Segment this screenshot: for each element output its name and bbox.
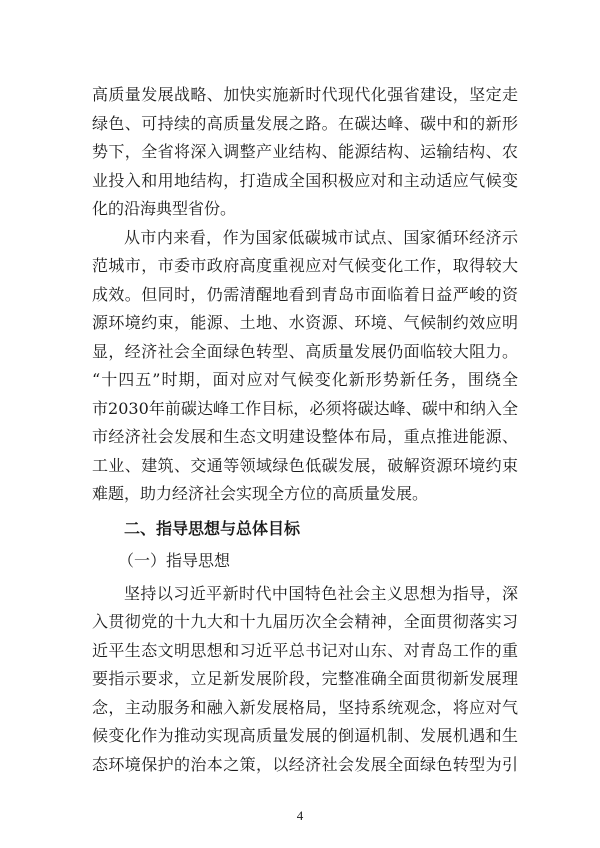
document-body <box>92 81 518 779</box>
text-line: 势下，全省将深入调整产业结构、能源结构、运输结构、农 <box>92 142 518 161</box>
text-line: 范城市，市委市政府高度重视应对气候变化工作，取得较大 <box>92 256 518 275</box>
text-line: 成效。但同时，仍需清醒地看到青岛市面临着日益严峻的资 <box>92 284 518 304</box>
paragraph <box>92 81 518 224</box>
section-heading: 二、指导思想与总体目标 <box>124 518 301 538</box>
text-line: 要指示要求，立足新发展阶段，完整准确全面贯彻新发展理 <box>92 669 518 688</box>
text-line: “十四五”时期，面对应对气候变化新形势新任务，围绕全 <box>92 370 518 389</box>
text-line: 念，主动服务和融入新发展格局，坚持系统观念，将应对气 <box>92 697 518 717</box>
subsection-heading: （一）指导思想 <box>118 550 231 570</box>
text-line: 坚持以习近平新时代中国特色社会主义思想为指导，深 <box>124 583 518 603</box>
paragraph <box>92 580 518 780</box>
text-line: 近平生态文明思想和习近平总书记对山东、对青岛工作的重 <box>92 640 518 660</box>
text-line: 候变化作为推动实现高质量发展的倒逼机制、发展机遇和生 <box>92 726 518 745</box>
text-line: 源环境约束，能源、土地、水资源、环境、气候制约效应明 <box>92 313 518 332</box>
paragraph <box>92 224 518 509</box>
page-number: 4 <box>296 808 304 823</box>
text-line: 从市内来看，作为国家低碳城市试点、国家循环经济示 <box>124 227 518 247</box>
text-line: 业投入和用地结构，打造成全国积极应对和主动适应气候变 <box>92 170 518 190</box>
text-line: 工业、建筑、交通等领域绿色低碳发展，破解资源环境约束 <box>92 455 518 475</box>
text-line: 入贯彻党的十九大和十九届历次全会精神，全面贯彻落实习 <box>92 612 518 631</box>
text-line: 高质量发展战略、加快实施新时代现代化强省建设，坚定走 <box>92 85 518 104</box>
text-line: 化的沿海典型省份。 <box>92 199 237 218</box>
text-line: 市2030年前碳达峰工作目标，必须将碳达峰、碳中和纳入全 <box>92 398 518 418</box>
text-line: 显，经济社会全面绿色转型、高质量发展仍面临较大阻力。 <box>92 341 518 361</box>
text-line: 绿色、可持续的高质量发展之路。在碳达峰、碳中和的新形 <box>92 113 518 133</box>
text-line: 难题，助力经济社会实现全方位的高质量发展。 <box>92 484 429 503</box>
text-line: 态环境保护的治本之策，以经济社会发展全面绿色转型为引 <box>92 754 518 774</box>
text-line: 市经济社会发展和生态文明建设整体布局，重点推进能源、 <box>92 427 518 446</box>
